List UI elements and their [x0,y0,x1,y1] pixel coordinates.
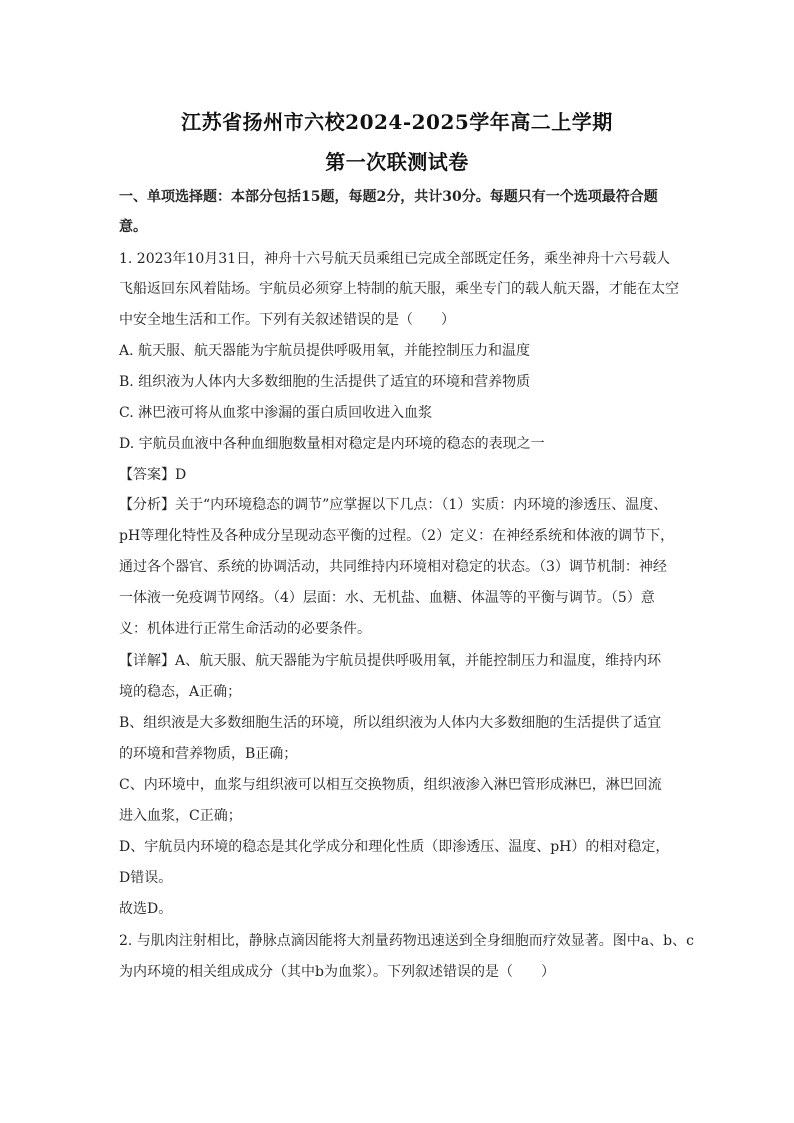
q1-detail-line: 【详解】A、航天服、航天器能为宇航员提供呼吸用氧，并能控制压力和温度，维持内环 [119,653,662,669]
q1-stem-line: 中安全地生活和工作。下列有关叙述错误的是（ ） [119,312,455,328]
q1-detail-line: C、内环境中，血浆与组织液可以相互交换物质，组织液渗入淋巴管形成淋巴，淋巴回流 [119,777,662,793]
q1-conclusion: 故选D。 [119,901,173,917]
exam-title-line-2: 第一次联测试卷 [325,150,469,174]
q1-detail-line: D、宇航员内环境的稳态是其化学成分和理化性质（即渗透压、温度、pH）的相对稳定， [119,839,670,855]
q1-option-b: B. 组织液为人体内大多数细胞的生活提供了适宜的环境和营养物质 [119,374,531,390]
q1-analysis-line: 通过各个器官、系统的协调活动，共同维持内环境相对稳定的状态。（3）调节机制：神经 [119,559,667,575]
exam-title-line-1: 江苏省扬州市六校2024-2025学年高二上学期 [181,110,613,134]
q1-analysis-line: 义：机体进行正常生命活动的必要条件。 [119,621,371,637]
q1-option-d: D. 宇航员血液中各种血细胞数量相对稳定是内环境的稳态的表现之一 [119,436,545,452]
q1-detail-line: B、组织液是大多数细胞生活的环境，所以组织液为人体内大多数细胞的生活提供了适宜 [119,715,662,731]
q1-detail-line: 境的稳态，A正确； [119,684,242,700]
q2-stem-line: 2. 与肌肉注射相比，静脉点滴因能将大剂量药物迅速送到全身细胞而疗效显著。图中a、b、c [119,933,694,949]
q1-stem-line: 1. 2023年10月31日，神舟十六号航天员乘组已完成全部既定任务，乘坐神舟十六号载人 [119,251,671,267]
q2-stem-line: 为内环境的相关组成成分（其中b为血浆）。下列叙述错误的是（ ） [119,964,555,980]
q1-analysis-line: 一体液一免疫调节网络。（4）层面：水、无机盐、血糖、体温等的平衡与调节。（5）意 [119,590,655,606]
q1-analysis-line: 【分析】关于“内环境稳态的调节”应掌握以下几点：（1）实质：内环境的渗透压、温度、 [119,497,668,513]
q1-detail-line: 的环境和营养物质，B正确； [119,746,298,762]
q1-option-a: A. 航天服、航天器能为宇航员提供呼吸用氧，并能控制压力和温度 [119,343,531,359]
section-heading: 一、单项选择题：本部分包括15题，每题2分，共计30分。每题只有一个选项最符合题 [119,189,658,205]
q1-analysis-line: pH等理化特性及各种成分呈现动态平衡的过程。（2）定义：在神经系统和体液的调节下， [119,528,675,544]
q1-option-c: C. 淋巴液可将从血浆中渗漏的蛋白质回收进入血浆 [119,405,433,421]
q1-answer: 【答案】D [119,467,187,483]
q1-stem-line: 飞船返回东风着陆场。宇航员必须穿上特制的航天服，乘坐专门的载人航天器，才能在太空 [119,281,679,297]
q1-detail-line: 进入血浆，C正确； [119,808,242,824]
section-heading-cont: 意。 [119,219,147,235]
q1-detail-line: D错误。 [119,870,173,886]
